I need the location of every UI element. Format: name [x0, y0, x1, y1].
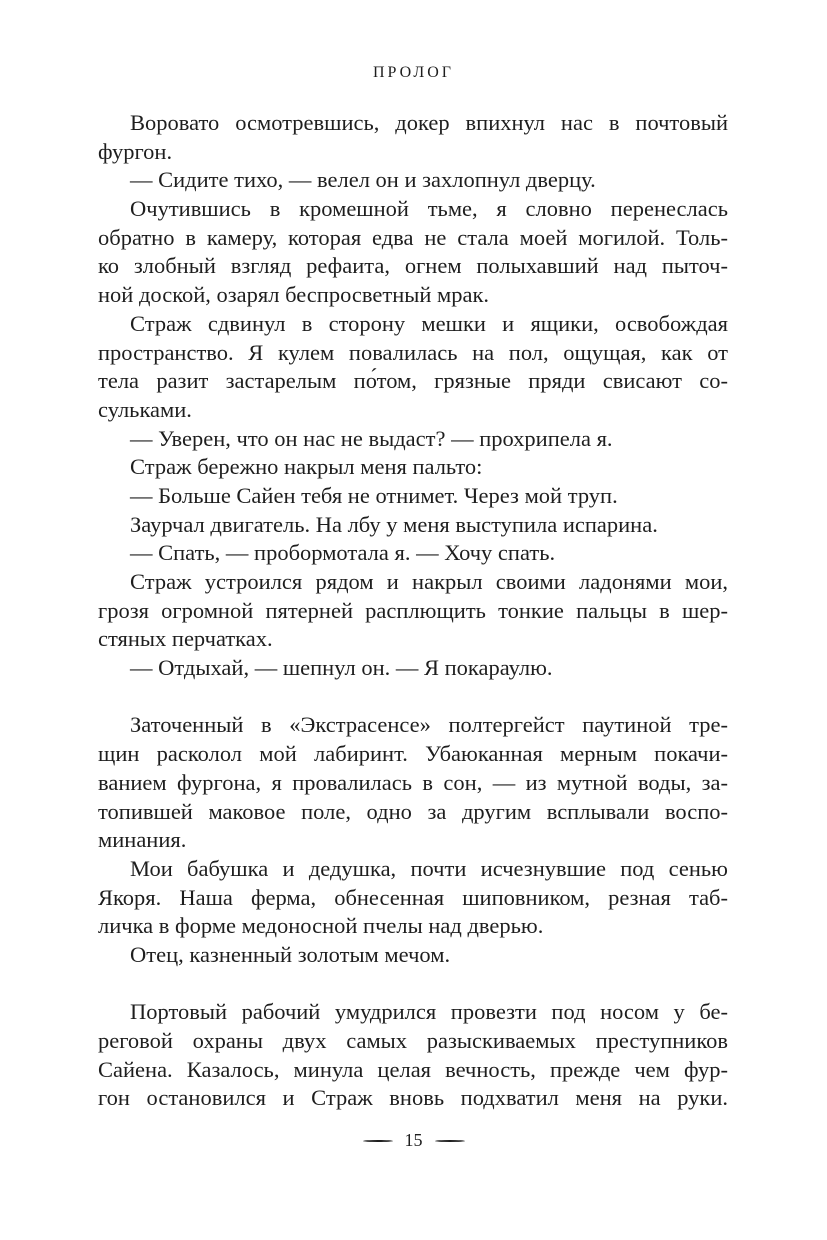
text-line: личка в форме медоносной пчелы над дверью.	[98, 913, 544, 939]
folio-rule-left	[363, 1140, 393, 1142]
text-line: тела разит застарелым по́том, грязные пряди свисают со-	[98, 368, 728, 394]
folio-rule-right	[435, 1140, 465, 1142]
text-line: фургон.	[98, 138, 173, 164]
running-head: ПРОЛОГ	[372, 64, 455, 81]
text-line: Очутившись в кромешной тьме, я словно перенеслась	[130, 196, 728, 222]
text-line: стяных перчатках.	[98, 626, 273, 652]
body-text	[98, 109, 728, 1113]
text-line: Заурчал двигатель. На лбу у меня выступила испарина.	[130, 511, 658, 537]
text-line: Портовый рабочий умудрился провезти под носом у бе-	[130, 999, 728, 1025]
text-line: щин расколол мой лабиринт. Убаюканная мерным покачи-	[98, 741, 728, 767]
text-line: Мои бабушка и дедушка, почти исчезнувшие под сенью	[130, 855, 728, 881]
text-line: минания.	[98, 827, 187, 853]
text-line: ко злобный взгляд рефаита, огнем полыхавший над пыточ-	[98, 253, 728, 279]
text-line: гон остановился и Страж вновь подхватил меня на руки.	[98, 1085, 728, 1111]
page-footer	[0, 1130, 827, 1151]
text-line: Якоря. Наша ферма, обнесенная шиповником, резная таб-	[98, 884, 728, 910]
text-line: Воровато осмотревшись, докер впихнул нас в почтовый	[130, 110, 728, 135]
page-number: 15	[404, 1130, 423, 1150]
text-line: — Больше Сайен тебя не отнимет. Через мой труп.	[130, 482, 618, 508]
section-break	[98, 683, 728, 712]
text-line: Страж сдвинул в сторону мешки и ящики, освобождая	[130, 310, 728, 336]
text-line: Заточенный в «Экстрасенсе» полтергейст паутиной тре-	[130, 712, 728, 738]
text-line: пространство. Я кулем повалилась на пол, ощущая, как от	[98, 339, 728, 365]
text-line: Страж бережно накрыл меня пальто:	[130, 454, 483, 480]
text-line: ной доской, озарял беспросветный мрак.	[98, 282, 490, 308]
text-line: — Сидите тихо, — велел он и захлопнул дверцу.	[130, 167, 596, 193]
text-line: — Спать, — пробормотала я. — Хочу спать.	[130, 540, 556, 566]
text-line: Сайена. Казалось, минула целая вечность, прежде чем фур-	[98, 1056, 728, 1082]
text-line: топившей маковое поле, одно за другим всплывали воспо-	[98, 798, 728, 824]
text-line: сульками.	[98, 396, 192, 422]
text-line: обратно в камеру, которая едва не стала моей могилой. Толь-	[98, 224, 728, 250]
text-line: — Уверен, что он нас не выдаст? — прохрипела я.	[130, 425, 613, 451]
text-line: реговой охраны двух самых разыскиваемых преступников	[98, 1028, 728, 1053]
text-line: грозя огромной пятерней расплющить тонкие пальцы в шер-	[98, 597, 728, 623]
section-break	[98, 970, 728, 999]
text-line: Страж устроился рядом и накрыл своими ладонями мои,	[130, 569, 728, 594]
text-line: ванием фургона, я провалилась в сон, — из мутной воды, за-	[98, 769, 728, 795]
text-line: Отец, казненный золотым мечом.	[130, 941, 451, 967]
text-line: — Отдыхай, — шепнул он. — Я покараулю.	[130, 655, 553, 681]
